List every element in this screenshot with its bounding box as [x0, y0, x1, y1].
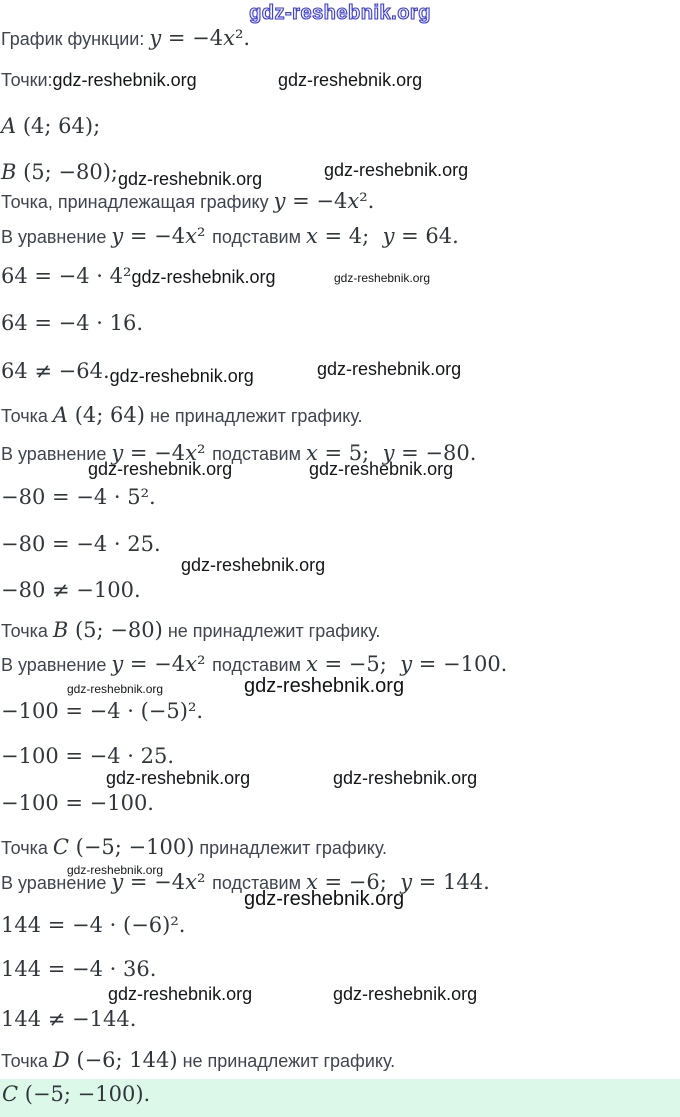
math-segment: B	[1, 160, 17, 184]
solution-line	[1, 311, 680, 336]
math-segment: A	[52, 403, 69, 427]
math-segment: x	[185, 652, 197, 676]
watermark-text: gdz-reshebnik.org	[244, 675, 405, 697]
math-segment: y	[400, 870, 413, 894]
solution-line	[1, 70, 680, 92]
answer-box	[0, 1079, 680, 1117]
math-segment: = −4	[123, 441, 186, 465]
math-segment: −100 = −4 · 25.	[1, 744, 175, 768]
answer-math-segment: (−5; −100).	[18, 1082, 151, 1106]
text-segment: Точка	[1, 621, 53, 641]
math-segment: = −6;	[317, 870, 401, 894]
math-segment: −80 = −4 · 25.	[1, 532, 161, 556]
text-segment: Точка	[1, 838, 53, 858]
watermark-text: gdz-reshebnik.org	[88, 459, 233, 479]
math-segment: = −80.	[394, 441, 477, 465]
math-segment: = 64.	[394, 224, 459, 248]
math-segment: y	[111, 441, 124, 465]
solution-line	[1, 699, 680, 724]
math-segment: ²	[196, 652, 213, 676]
math-segment: x	[185, 870, 197, 894]
math-segment: (−6; 144)	[69, 1048, 178, 1072]
solution-line	[1, 744, 680, 769]
watermark-text: gdz-reshebnik.org	[67, 863, 164, 877]
math-segment: = −4	[123, 224, 186, 248]
solution-line	[1, 114, 680, 139]
math-segment: x	[306, 652, 318, 676]
solution-line	[1, 359, 680, 384]
solution-line	[1, 913, 680, 938]
math-segment: x	[306, 441, 318, 465]
math-segment: = 5;	[317, 441, 383, 465]
solution-line	[1, 957, 680, 982]
math-segment: C	[52, 835, 69, 859]
math-segment: B	[52, 618, 69, 642]
watermark-text: gdz-reshebnik.org	[334, 271, 431, 285]
text-segment: Точки:	[1, 70, 53, 90]
math-segment: 144 = −4 · 36.	[1, 957, 157, 981]
watermark-text: gdz-reshebnik.org	[181, 555, 326, 575]
text-segment: Точка	[1, 406, 53, 426]
math-segment: = −5;	[317, 652, 401, 676]
math-segment: = 4;	[317, 224, 383, 248]
math-segment: y	[111, 652, 124, 676]
text-segment: В уравнение	[1, 444, 112, 464]
watermark-text: gdz-reshebnik.org	[244, 888, 405, 910]
solution-line	[1, 264, 680, 289]
math-segment: D	[52, 1048, 70, 1072]
math-segment: ²	[196, 870, 213, 894]
math-segment: (−5; −100)	[68, 835, 195, 859]
math-segment: 64 ≠ −64.	[1, 359, 110, 383]
math-segment: (4; 64)	[68, 403, 145, 427]
watermark-text: gdz-reshebnik.org	[333, 984, 478, 1004]
math-segment: y	[111, 870, 124, 894]
text-segment: подставим	[212, 655, 306, 675]
solution-line	[1, 835, 680, 860]
solution-line	[1, 403, 680, 428]
math-segment: −100 = −4 · (−5)².	[1, 699, 204, 723]
math-segment: x	[185, 441, 197, 465]
watermark-text: gdz-reshebnik.org	[278, 70, 423, 90]
solution-line	[1, 160, 680, 189]
answer-math-segment: C	[2, 1082, 19, 1106]
math-segment: y	[149, 26, 162, 50]
text-segment: В уравнение	[1, 227, 112, 247]
math-segment: 64 = −4 · 4²	[1, 264, 132, 288]
text-segment: подставим	[212, 873, 306, 893]
solution-line	[1, 618, 680, 643]
watermark-text: gdz-reshebnik.org	[317, 359, 462, 379]
math-segment: = −4	[285, 189, 348, 213]
math-segment: x	[306, 870, 318, 894]
math-segment: = −4	[161, 26, 224, 50]
math-segment: x	[306, 224, 318, 248]
text-segment: График функции:	[1, 29, 150, 49]
math-segment: y	[382, 441, 395, 465]
text-segment: Точка, принадлежащая графику	[1, 192, 274, 212]
solution-line	[1, 791, 680, 816]
math-segment: x	[347, 189, 360, 213]
solution-line	[1, 224, 680, 249]
math-segment: −100 = −100.	[1, 791, 154, 815]
math-segment: ².	[234, 26, 251, 50]
solution-line	[1, 485, 680, 510]
math-segment: y	[400, 652, 413, 676]
math-segment: x	[223, 26, 235, 50]
text-segment: принадлежит графику.	[194, 838, 388, 858]
watermark-text: gdz-reshebnik.org	[324, 160, 469, 180]
math-segment: (5; −80);	[16, 160, 119, 184]
math-segment: (5; −80)	[68, 618, 163, 642]
math-segment: (4; 64);	[16, 114, 101, 138]
math-segment: = −100.	[412, 652, 508, 676]
text-segment: Точка	[1, 1051, 53, 1071]
text-segment: В уравнение	[1, 655, 112, 675]
solution-line	[1, 1048, 680, 1073]
math-segment: 144 ≠ −144.	[1, 1007, 137, 1031]
math-segment: −80 = −4 · 5².	[1, 485, 156, 509]
solution-line	[1, 532, 680, 557]
watermark-text: gdz-reshebnik.org	[333, 768, 478, 788]
text-segment: подставим	[212, 444, 306, 464]
text-segment: не принадлежит графику.	[162, 621, 381, 641]
math-segment: 64 = −4 · 16.	[1, 311, 144, 335]
solution-line	[1, 26, 680, 51]
math-segment: x	[185, 224, 197, 248]
math-segment: A	[1, 114, 17, 138]
watermark-text: gdz-reshebnik.org	[67, 682, 164, 696]
solution-line	[1, 578, 680, 603]
math-segment: = 144.	[412, 870, 490, 894]
math-segment: y	[382, 224, 395, 248]
math-segment: = −4	[123, 870, 186, 894]
watermark-text: gdz-reshebnik.org	[309, 459, 454, 479]
math-segment: 144 = −4 · (−6)².	[1, 913, 186, 937]
math-segment: ²	[196, 224, 213, 248]
watermark-text: gdz-reshebnik.org	[131, 267, 276, 287]
math-segment: y	[273, 189, 286, 213]
text-segment: не принадлежит графику.	[177, 1051, 396, 1071]
math-segment: ²	[196, 441, 213, 465]
text-segment: подставим	[212, 227, 306, 247]
math-segment: −80 ≠ −100.	[1, 578, 141, 602]
math-segment: ².	[359, 189, 375, 213]
math-segment: = −4	[123, 652, 186, 676]
watermark-text: gdz-reshebnik.org	[109, 366, 254, 386]
solution-line	[1, 189, 680, 214]
watermark-text: gdz-reshebnik.org	[52, 70, 197, 90]
top-watermark: gdz-reshebnik.org	[249, 2, 431, 24]
text-segment: не принадлежит графику.	[144, 406, 363, 426]
text-segment: В уравнение	[1, 873, 112, 893]
solution-line	[1, 1007, 680, 1032]
watermark-text: gdz-reshebnik.org	[118, 169, 263, 189]
watermark-text: gdz-reshebnik.org	[106, 768, 251, 788]
math-segment: y	[111, 224, 124, 248]
watermark-text: gdz-reshebnik.org	[108, 984, 253, 1004]
